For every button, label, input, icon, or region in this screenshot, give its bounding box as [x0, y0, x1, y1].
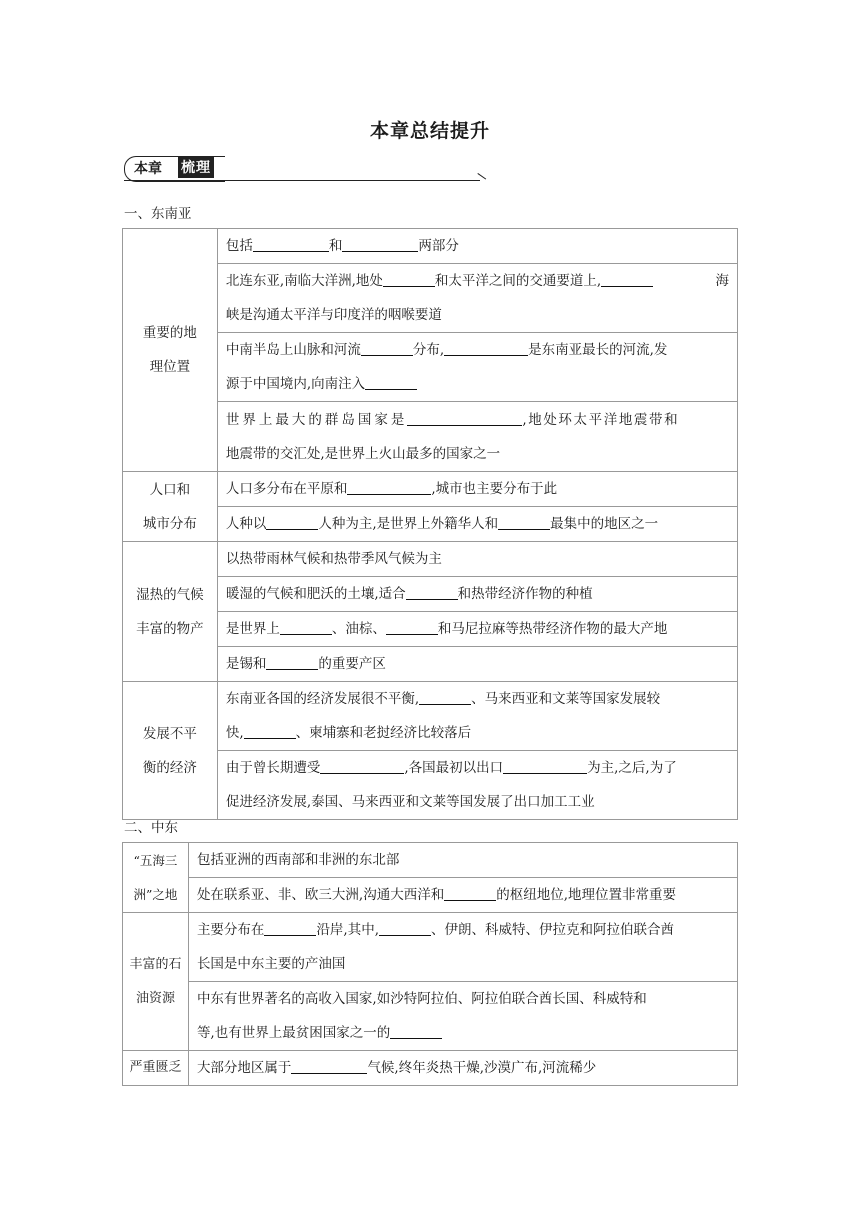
fill-blank[interactable]: [390, 1024, 442, 1039]
row-label-five-seas: “五海三 洲”之地: [123, 843, 189, 913]
fill-blank[interactable]: [419, 690, 471, 705]
table-cell: 是世界上 、油棕、 和马尼拉麻等热带经济作物的最大产地: [217, 612, 737, 647]
section-banner: [124, 153, 494, 193]
table-cell: 是锡和 的重要产区: [217, 647, 737, 682]
table-cell: 大部分地区属于 气候,终年炎热干燥,沙漠广布,河流稀少: [188, 1051, 737, 1086]
fill-blank[interactable]: [266, 515, 318, 530]
table-cell: 世界上最大的群岛国家是 ,地处环太平洋地震带和 地震带的交汇处,是世界上火山最多的国家之一: [217, 402, 737, 472]
fill-blank[interactable]: [407, 411, 522, 426]
section-heading-middle-east: 二、中东: [124, 820, 178, 836]
table-row: [123, 982, 738, 1051]
fill-blank[interactable]: [601, 272, 653, 287]
table-row: [123, 843, 738, 878]
fill-blank[interactable]: [379, 921, 431, 936]
fill-blank[interactable]: [386, 620, 438, 635]
fill-blank[interactable]: [383, 272, 435, 287]
fill-blank[interactable]: [498, 515, 550, 530]
table-cell: 主要分布在 沿岸,其中, 、伊朗、科威特、伊拉克和阿拉伯联合酋 长国是中东主要的产油国: [188, 913, 737, 982]
fill-blank[interactable]: [264, 921, 316, 936]
table-row: [123, 472, 738, 507]
table-cell: 暖湿的气候和肥沃的土壤,适合 和热带经济作物的种植: [217, 577, 737, 612]
table-cell: 处在联系亚、非、欧三大洲,沟通大西洋和 的枢纽地位,地理位置非常重要: [188, 878, 737, 913]
table-cell: 中南半岛上山脉和河流 分布, 是东南亚最长的河流,发 源于中国境内,向南注入: [217, 333, 737, 402]
fill-blank[interactable]: [406, 585, 458, 600]
table-row: [123, 1051, 738, 1086]
fill-blank[interactable]: [444, 886, 496, 901]
fill-blank[interactable]: [253, 237, 329, 252]
table-row: [123, 542, 738, 577]
fill-blank[interactable]: [244, 724, 296, 739]
table-cell: 北连东亚,南临大洋洲,地处 和太平洋之间的交通要道上, 海 峡是沟通太平洋与印度洋的咽喉要道: [217, 264, 737, 333]
table-cell: 以热带雨林气候和热带季风气候为主: [217, 542, 737, 577]
fill-blank[interactable]: [361, 341, 413, 356]
banner-tail: [472, 173, 487, 188]
table-row: [123, 229, 738, 264]
row-label-water: 严重匮乏: [123, 1051, 189, 1086]
banner-label: 本章: [134, 161, 162, 177]
table-cell: 包括亚洲的西南部和非洲的东北部: [188, 843, 737, 878]
fill-blank[interactable]: [503, 759, 587, 774]
fill-blank[interactable]: [365, 375, 417, 390]
fill-blank[interactable]: [444, 341, 528, 356]
banner-label-highlight: 梳理: [178, 156, 214, 178]
row-label-geo: 重要的地 理位置: [123, 229, 218, 472]
row-label-population: 人口和 城市分布: [123, 472, 218, 542]
table-cell: 人种以 人种为主,是世界上外籍华人和 最集中的地区之一: [217, 507, 737, 542]
middle-east-table: [122, 842, 738, 1086]
fill-blank[interactable]: [347, 480, 431, 495]
southeast-asia-table: [122, 228, 738, 820]
fill-blank[interactable]: [280, 620, 332, 635]
page-title: 本章总结提升: [369, 120, 490, 142]
row-label-economy: 发展不平 衡的经济: [123, 682, 218, 820]
fill-blank[interactable]: [342, 237, 418, 252]
table-row: [123, 878, 738, 913]
table-cell: 包括 和 两部分: [217, 229, 737, 264]
table-row: [123, 913, 738, 982]
section-heading-southeast-asia: 一、东南亚: [124, 206, 192, 222]
table-cell: 中东有世界著名的高收入国家,如沙特阿拉伯、阿拉伯联合酋长国、科威特和 等,也有世界上最贫困国家之一的: [188, 982, 737, 1051]
table-row: [123, 682, 738, 751]
fill-blank[interactable]: [266, 655, 318, 670]
table-cell: 人口多分布在平原和 ,城市也主要分布于此: [217, 472, 737, 507]
fill-blank[interactable]: [320, 759, 404, 774]
row-label-climate: 湿热的气候 丰富的物产: [123, 542, 218, 682]
banner-underline: [124, 180, 480, 181]
fill-blank[interactable]: [291, 1059, 367, 1074]
row-label-oil: 丰富的石 油资源: [123, 913, 189, 1051]
table-cell: 由于曾长期遭受 ,各国最初以出口 为主,之后,为了 促进经济发展,泰国、马来西亚和文莱等国发展了出口加工工业: [217, 751, 737, 820]
table-cell: 东南亚各国的经济发展很不平衡, 、马来西亚和文莱等国家发展较 快, 、柬埔寨和老挝经济比较落后: [217, 682, 737, 751]
